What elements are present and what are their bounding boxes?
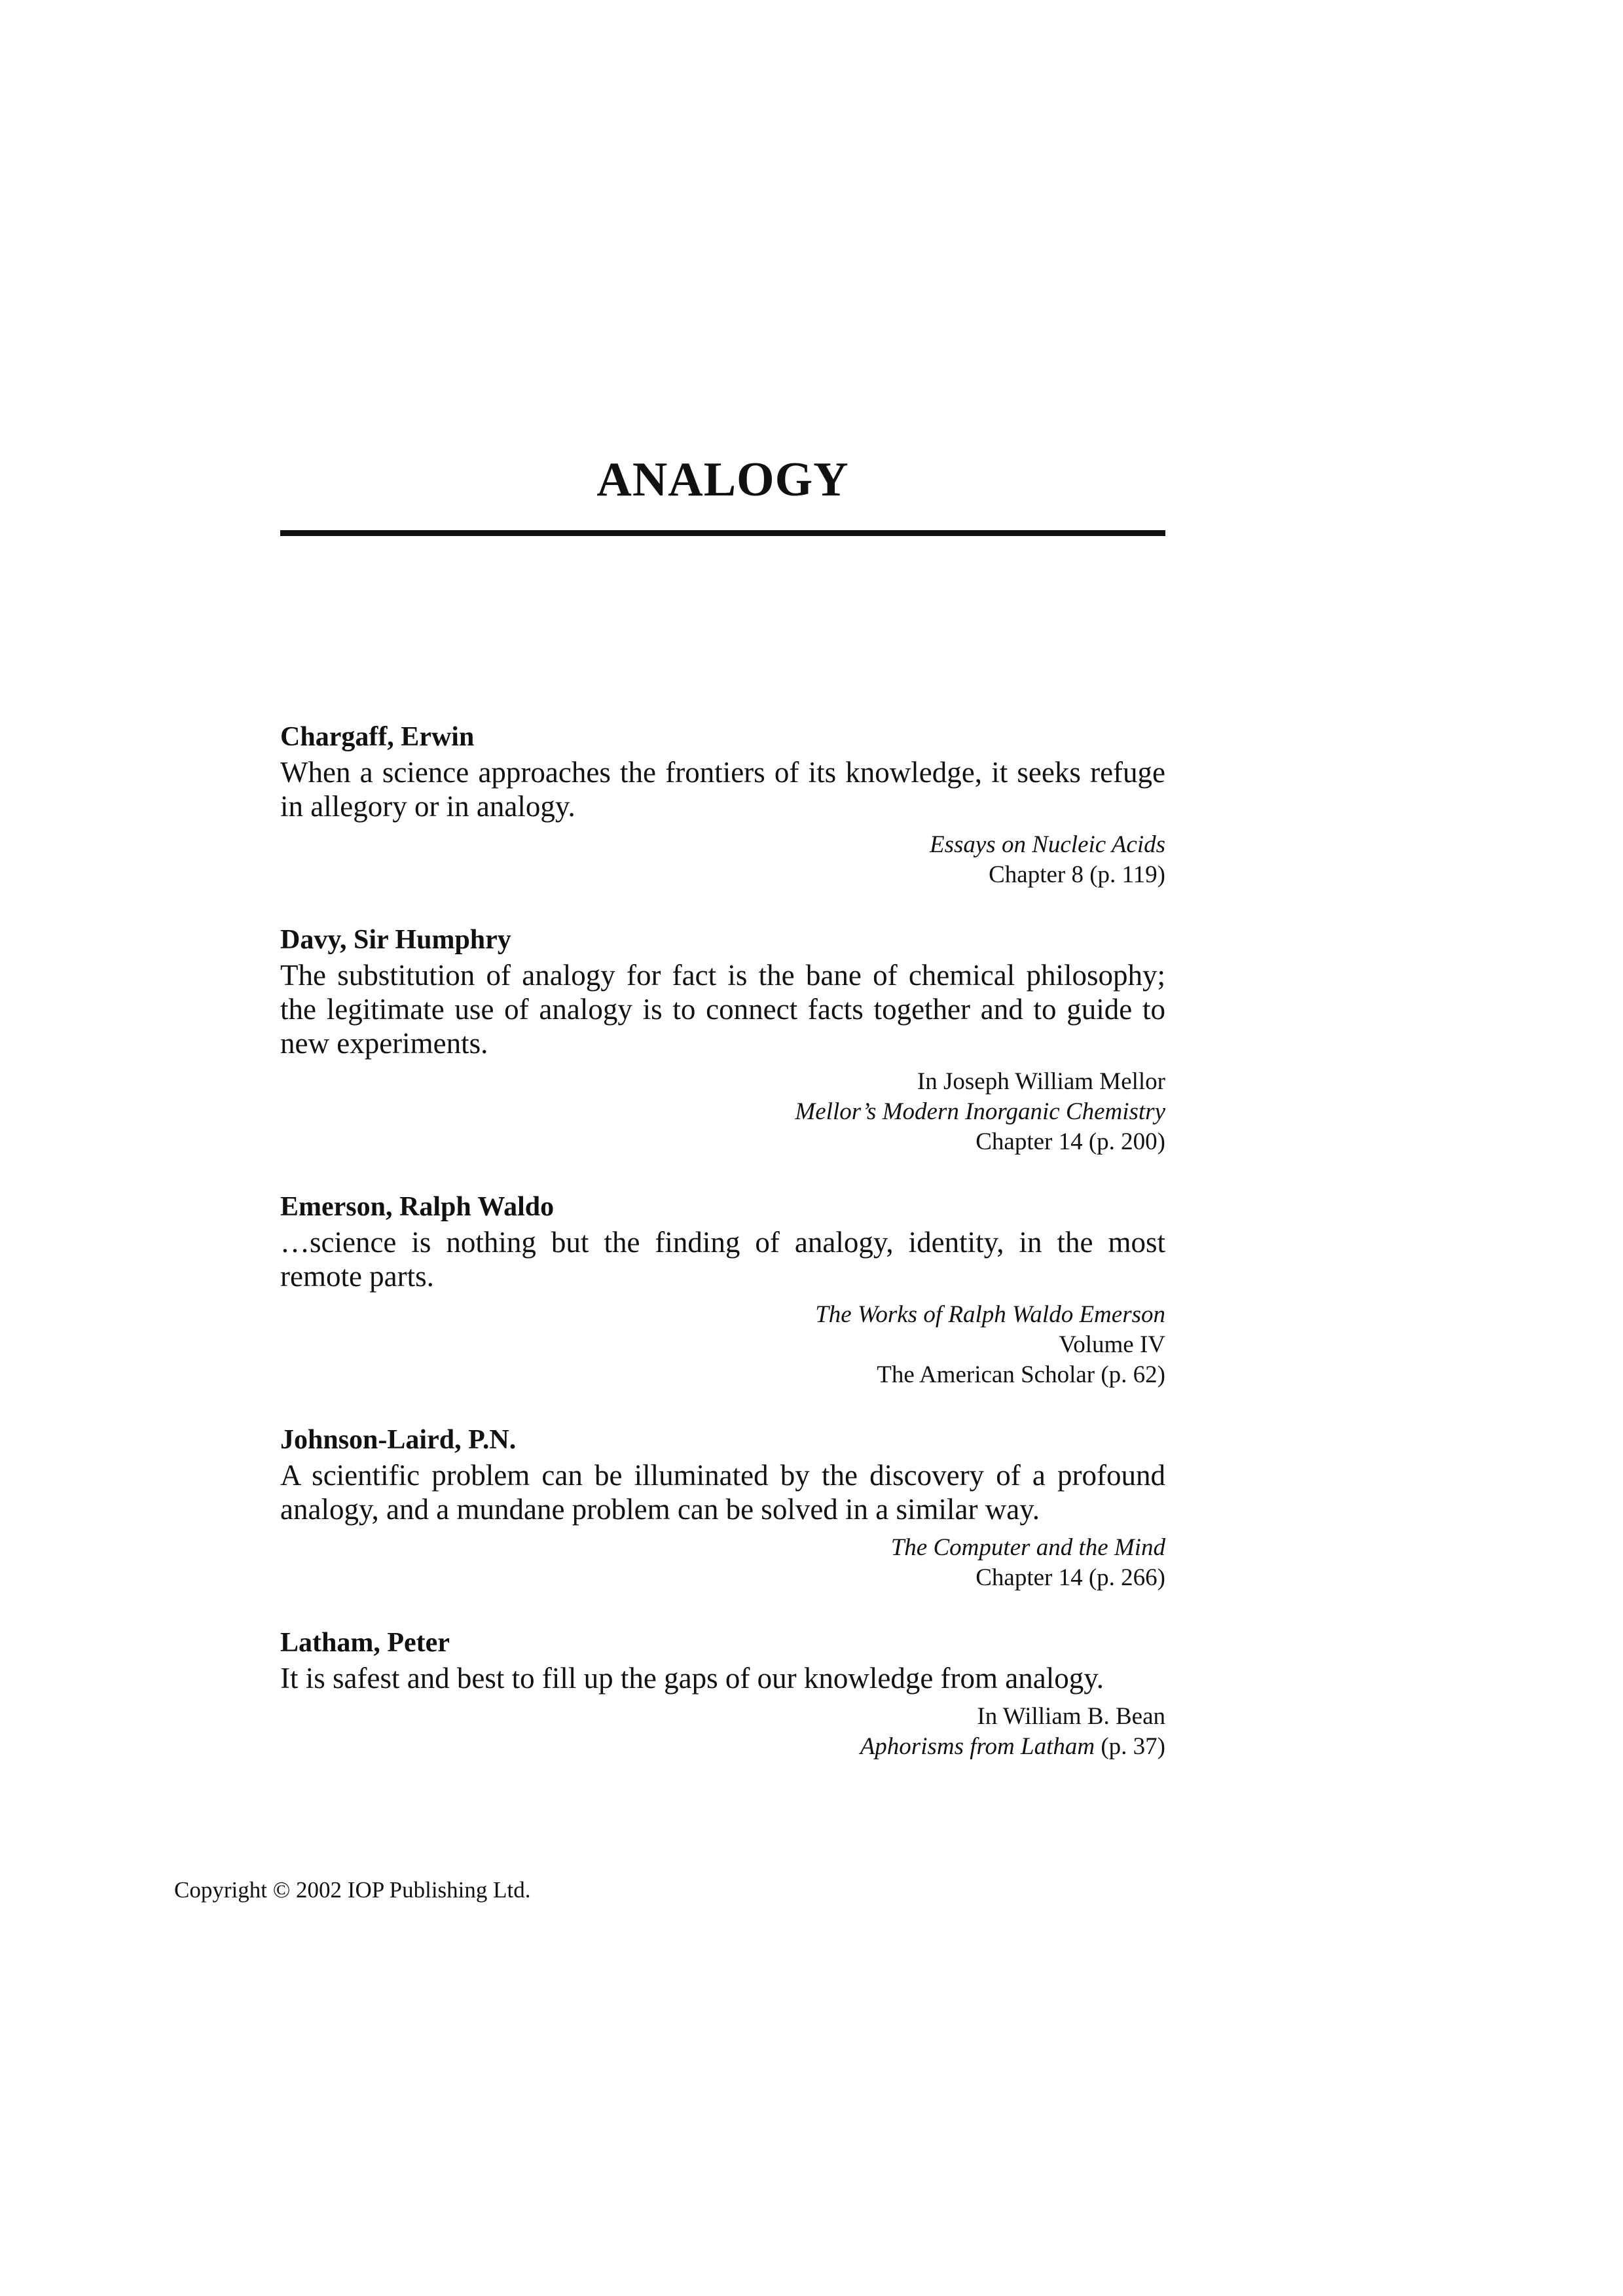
quotation-author: Latham, Peter bbox=[280, 1628, 450, 1658]
source-line: Mellor’s Modern Inorganic Chemistry bbox=[795, 1098, 1165, 1125]
source-line-part: Aphorisms from Latham bbox=[860, 1733, 1095, 1760]
source-line: In William B. Bean bbox=[977, 1703, 1165, 1730]
quotation-author: Emerson, Ralph Waldo bbox=[280, 1192, 555, 1222]
quotation-entry bbox=[280, 1624, 1165, 1762]
quotation-source bbox=[280, 1300, 1165, 1390]
source-line: Essays on Nucleic Acids bbox=[929, 831, 1165, 858]
source-line: Chapter 14 (p. 266) bbox=[976, 1564, 1165, 1591]
source-line: Chapter 8 (p. 119) bbox=[989, 861, 1165, 888]
source-line: Chapter 14 (p. 200) bbox=[976, 1128, 1165, 1155]
source-line: The American Scholar (p. 62) bbox=[877, 1361, 1165, 1388]
quotation-text: When a science approaches the frontiers of its knowledge, it seeks refuge in allegory or in analogy. bbox=[280, 756, 1165, 823]
quotation-source bbox=[280, 1533, 1165, 1593]
quotation-text: It is safest and best to fill up the gaps of our knowledge from analogy. bbox=[280, 1662, 1104, 1695]
source-line: In Joseph William Mellor bbox=[917, 1068, 1165, 1095]
quotation-entry bbox=[280, 719, 1165, 890]
quotation-text: A scientific problem can be illuminated by the discovery of a profound analogy, and a mundane problem can be solved in a similar way. bbox=[280, 1459, 1165, 1526]
source-line-part: (p. 37) bbox=[1095, 1733, 1165, 1760]
source-line: The Computer and the Mind bbox=[890, 1534, 1165, 1561]
quotation-entry bbox=[280, 1189, 1165, 1390]
page-title: ANALOGY bbox=[596, 453, 849, 507]
quotation-entry bbox=[280, 922, 1165, 1157]
quotation-text: The substitution of analogy for fact is the bane of chemical philosophy; the legitimate use of analogy is to connect facts together and to guide to new experiments. bbox=[280, 959, 1165, 1060]
source-line: Volume IV bbox=[1059, 1331, 1165, 1358]
quotation-source bbox=[280, 1067, 1165, 1157]
quotation-entry bbox=[280, 1422, 1165, 1593]
source-line bbox=[280, 1732, 1165, 1762]
quotation-author: Davy, Sir Humphry bbox=[280, 925, 511, 955]
quotation-source bbox=[280, 1702, 1165, 1762]
quotation-source bbox=[280, 830, 1165, 890]
quotation-author: Johnson-Laird, P.N. bbox=[280, 1425, 517, 1455]
title-rule bbox=[280, 530, 1165, 536]
quotation-text: …science is nothing but the finding of analogy, identity, in the most remote parts. bbox=[280, 1226, 1165, 1293]
copyright-notice: Copyright © 2002 IOP Publishing Ltd. bbox=[174, 1877, 531, 1903]
quotation-author: Chargaff, Erwin bbox=[280, 722, 475, 752]
source-line: The Works of Ralph Waldo Emerson bbox=[815, 1301, 1165, 1328]
quotation-list bbox=[280, 719, 1165, 1793]
